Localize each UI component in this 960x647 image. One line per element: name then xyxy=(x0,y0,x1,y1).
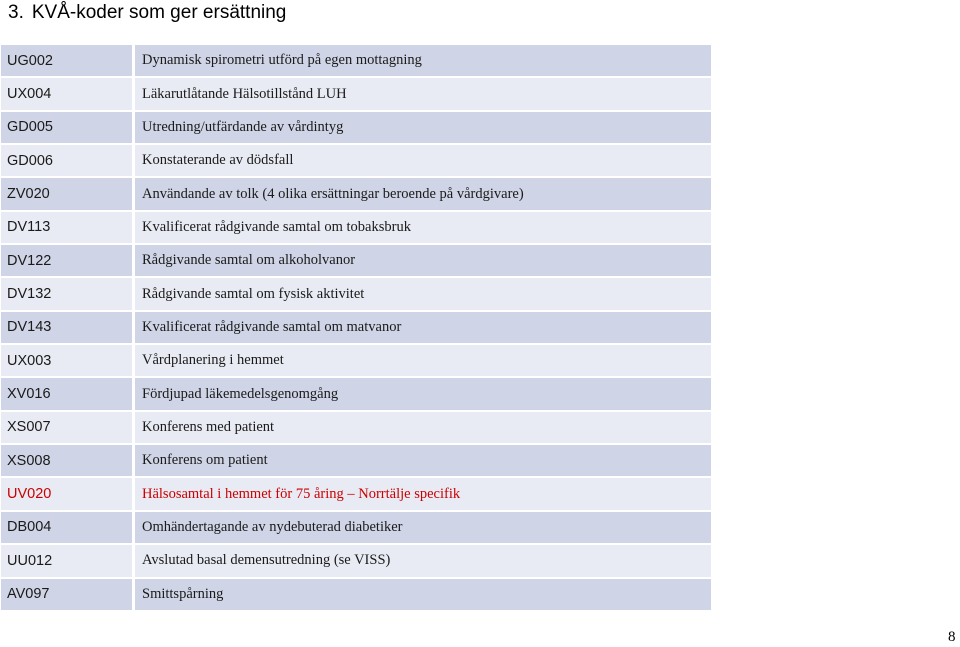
kva-description: Läkarutlåtande Hälsotillstånd LUH xyxy=(135,78,711,111)
kva-description: Rådgivande samtal om alkoholvanor xyxy=(135,245,711,278)
kva-code-table xyxy=(1,45,711,612)
heading-title: KVÅ-koder som ger ersättning xyxy=(31,2,287,23)
kva-code: DV132 xyxy=(1,278,135,311)
kva-code: GD006 xyxy=(1,145,135,178)
kva-description: Utredning/utfärdande av vårdintyg xyxy=(135,112,711,145)
kva-code: UU012 xyxy=(1,545,135,578)
table-row xyxy=(1,445,711,478)
page-number: 8 xyxy=(948,629,956,645)
kva-description: Smittspårning xyxy=(135,579,711,612)
table-row xyxy=(1,579,711,612)
kva-code: ZV020 xyxy=(1,178,135,211)
kva-description: Konferens med patient xyxy=(135,412,711,445)
kva-code: XS008 xyxy=(1,445,135,478)
kva-description: Vårdplanering i hemmet xyxy=(135,345,711,378)
kva-description: Fördjupad läkemedelsgenomgång xyxy=(135,378,711,411)
table-row xyxy=(1,278,711,311)
table-row xyxy=(1,345,711,378)
table-row xyxy=(1,45,711,78)
kva-description: Användande av tolk (4 olika ersättningar beroende på vårdgivare) xyxy=(135,178,711,211)
kva-code: DV122 xyxy=(1,245,135,278)
table-row xyxy=(1,545,711,578)
kva-description: Konstaterande av dödsfall xyxy=(135,145,711,178)
kva-code: UG002 xyxy=(1,45,135,78)
kva-code: XV016 xyxy=(1,378,135,411)
kva-description: Kvalificerat rådgivande samtal om tobaksbruk xyxy=(135,212,711,245)
kva-description: Hälsosamtal i hemmet för 75 åring – Norrtälje specifik xyxy=(135,478,711,511)
table-row xyxy=(1,245,711,278)
table-row xyxy=(1,512,711,545)
kva-code: DB004 xyxy=(1,512,135,545)
kva-code: UV020 xyxy=(1,478,135,511)
table-row xyxy=(1,478,711,511)
table-row xyxy=(1,78,711,111)
table-row xyxy=(1,145,711,178)
kva-code: DV143 xyxy=(1,312,135,345)
kva-description: Dynamisk spirometri utförd på egen mottagning xyxy=(135,45,711,78)
kva-description: Kvalificerat rådgivande samtal om matvanor xyxy=(135,312,711,345)
kva-description: Omhändertagande av nydebuterad diabetiker xyxy=(135,512,711,545)
kva-code: DV113 xyxy=(1,212,135,245)
kva-code: AV097 xyxy=(1,579,135,612)
kva-code: UX003 xyxy=(1,345,135,378)
table-row xyxy=(1,112,711,145)
heading-number: 3. xyxy=(8,2,24,23)
kva-description: Avslutad basal demensutredning (se VISS) xyxy=(135,545,711,578)
kva-description: Konferens om patient xyxy=(135,445,711,478)
table-row xyxy=(1,212,711,245)
table-row xyxy=(1,312,711,345)
table-row xyxy=(1,412,711,445)
kva-code: UX004 xyxy=(1,78,135,111)
kva-code: GD005 xyxy=(1,112,135,145)
table-row xyxy=(1,378,711,411)
kva-description: Rådgivande samtal om fysisk aktivitet xyxy=(135,278,711,311)
kva-code: XS007 xyxy=(1,412,135,445)
table-row xyxy=(1,178,711,211)
page-heading xyxy=(8,0,286,26)
